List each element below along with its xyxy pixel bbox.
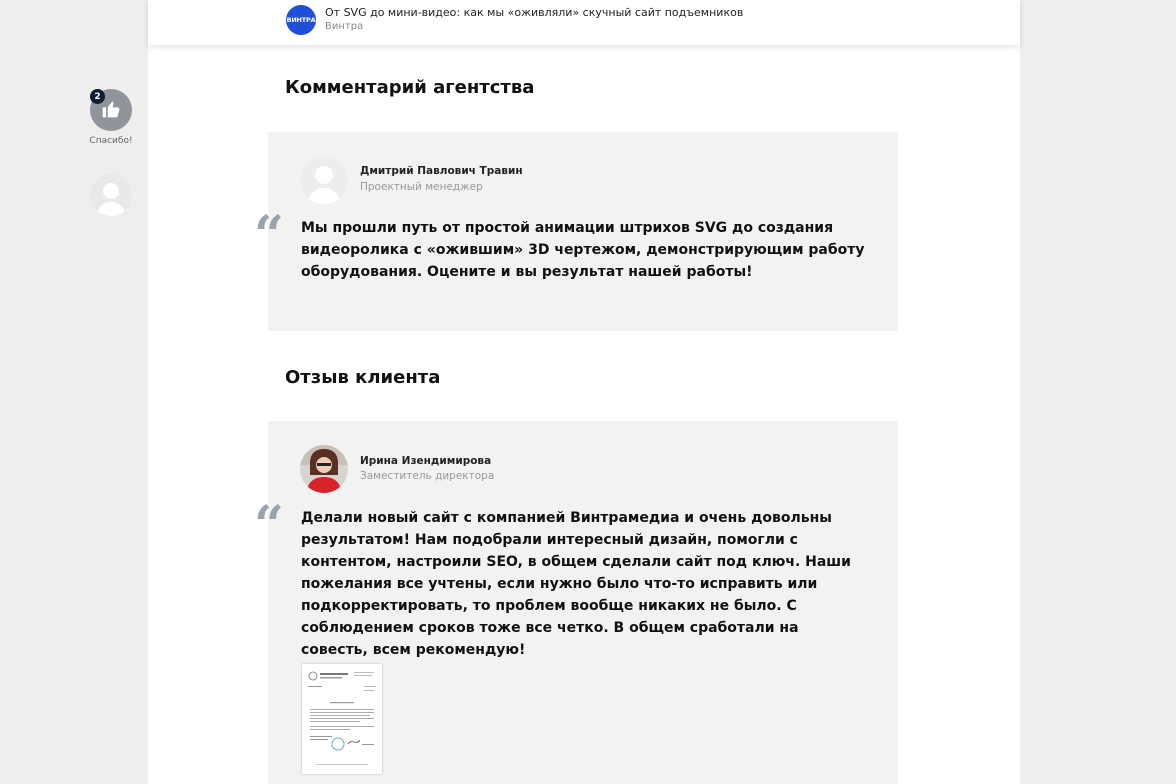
avatar <box>300 445 348 493</box>
recommendation-letter-thumbnail[interactable] <box>302 664 382 774</box>
agency-comment-text: Мы прошли путь от простой анимации штрихов SVG до создания видеоролика с «ожившим» 3D чертежом, демонстрирующим работу оборудования. Оцените и вы результат нашей работы! <box>301 220 865 280</box>
document-preview <box>302 664 382 774</box>
author-role: Заместитель директора <box>360 470 495 482</box>
avatar <box>300 156 348 204</box>
author-role: Проектный менеджер <box>360 181 483 193</box>
like-button[interactable] <box>90 89 132 131</box>
article-source[interactable]: Винтра <box>325 21 364 32</box>
quote-icon: “ <box>254 495 284 556</box>
article-title[interactable]: От SVG до мини-видео: как мы «оживляли» скучный сайт подъемников <box>325 6 744 19</box>
client-photo <box>300 445 348 493</box>
like-count-badge: 2 <box>90 89 105 104</box>
user-avatar[interactable] <box>90 174 132 216</box>
like-label: Спасибо! <box>89 136 133 146</box>
author-name: Дмитрий Павлович Травин <box>360 165 523 177</box>
sticky-article-header[interactable] <box>148 0 1020 45</box>
author-name: Ирина Изендимирова <box>360 455 492 467</box>
agency-comment-heading: Комментарий агентства <box>285 77 535 98</box>
user-silhouette-icon <box>90 174 132 216</box>
thumbs-up-icon <box>101 99 121 119</box>
quote-icon: “ <box>254 205 284 266</box>
client-review-text: Делали новый сайт с компанией Винтрамедиа и очень довольны результатом! Нам подобрали интересный дизайн, помогли с контентом, настроили SEO, в общем сделали сайт под ключ. Наши пожелания все учтены, если нужно было что-то исправить или подкорректировать, то проблем вообще никаких не было. С соблюдением сроков тоже все четко. В общем сработали на совесть, всем рекомендую! <box>301 510 851 658</box>
user-silhouette-icon <box>300 156 348 204</box>
company-logo[interactable]: ВИНТРА <box>286 5 316 35</box>
client-review-heading: Отзыв клиента <box>285 367 441 388</box>
